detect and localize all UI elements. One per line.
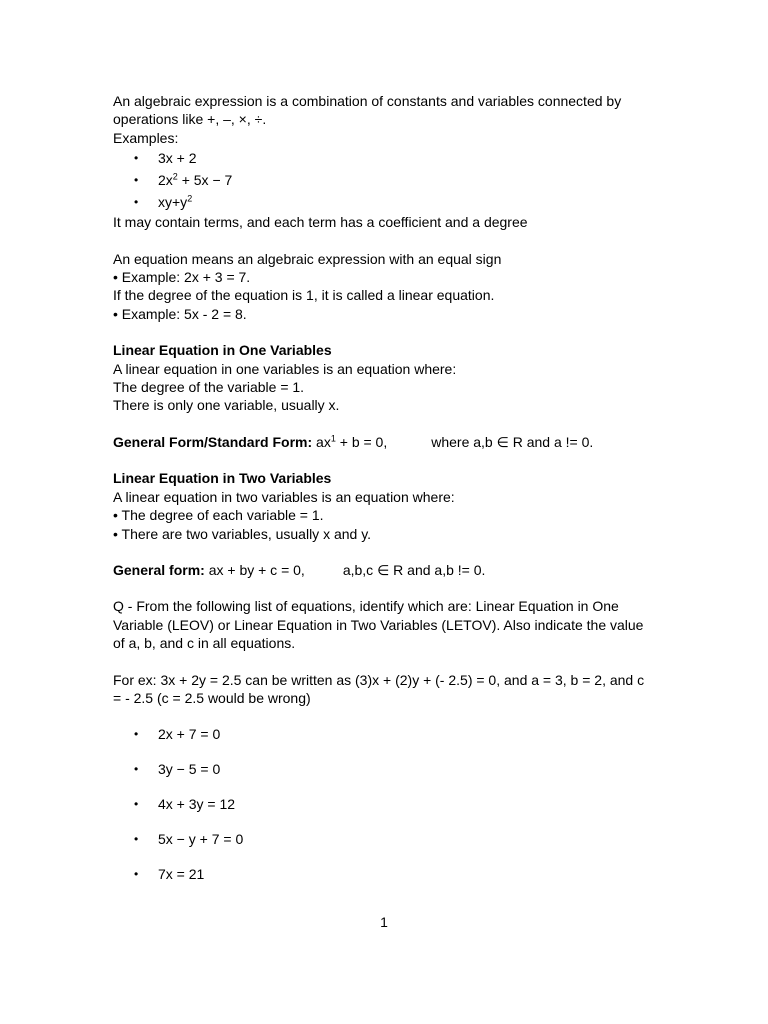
question-line-2: Variable (LEOV) or Linear Equation in Two Variables (LETOV). Also indicate the value bbox=[113, 616, 644, 633]
one-variable-general-form bbox=[113, 433, 653, 451]
two-variables-line-1: A linear equation in two variables is an equation where: bbox=[113, 488, 455, 505]
list-item bbox=[113, 169, 653, 191]
bullet-icon: • bbox=[134, 195, 139, 210]
list-item bbox=[113, 830, 653, 865]
exponent: 1 bbox=[330, 433, 336, 444]
question-line-1: Q - From the following list of equations, identify which are: Linear Equation in One bbox=[113, 598, 619, 615]
list-item bbox=[113, 865, 653, 900]
bullet-icon: • bbox=[134, 762, 139, 777]
question-line-3: of a, b, and c in all equations. bbox=[113, 635, 296, 652]
examples-label: Examples: bbox=[113, 129, 179, 146]
intro-line-2: operations like +, –, ×, ÷. bbox=[113, 111, 267, 128]
document-page bbox=[113, 92, 653, 900]
list-item bbox=[113, 725, 653, 760]
example-expression-base: xy+y bbox=[158, 194, 188, 211]
general-form-condition: a,b,c ∈ R and a,b != 0. bbox=[342, 561, 486, 578]
general-form-label: General form: bbox=[113, 561, 205, 578]
list-item bbox=[113, 147, 653, 169]
equation-item: 5x − y + 7 = 0 bbox=[158, 831, 244, 848]
one-variable-line-1: A linear equation in one variables is an equation where: bbox=[113, 360, 457, 377]
equation-line-3: If the degree of the equation is 1, it is called a linear equation. bbox=[113, 287, 495, 304]
equation-item: 3y − 5 = 0 bbox=[158, 761, 221, 778]
equation-line-2: • Example: 2x + 3 = 7. bbox=[113, 269, 251, 286]
page-number: 1 bbox=[380, 914, 388, 930]
terms-line: It may contain terms, and each term has a coefficient and a degree bbox=[113, 214, 528, 231]
exponent: 2 bbox=[187, 193, 193, 204]
bullet-icon: • bbox=[134, 867, 139, 882]
example-expression-rest: + 5x − 7 bbox=[177, 172, 233, 189]
example-line-2: = - 2.5 (c = 2.5 would be wrong) bbox=[113, 689, 311, 706]
general-form-equation: ax + by + c = 0, bbox=[204, 561, 305, 578]
bullet-icon: • bbox=[134, 173, 139, 188]
one-variable-heading: Linear Equation in One Variables bbox=[113, 342, 332, 359]
one-variable-line-3: There is only one variable, usually x. bbox=[113, 397, 340, 414]
exponent: 2 bbox=[172, 171, 178, 182]
general-form-base: ax bbox=[312, 433, 331, 450]
bullet-icon: • bbox=[134, 151, 139, 166]
list-item bbox=[113, 795, 653, 830]
two-variables-general-form bbox=[113, 561, 653, 579]
intro-line-1: An algebraic expression is a combination of constants and variables connected by bbox=[113, 93, 622, 109]
list-item bbox=[113, 760, 653, 795]
bullet-icon: • bbox=[134, 797, 139, 812]
example-line-1: For ex: 3x + 2y = 2.5 can be written as (3)x + (2)y + (- 2.5) = 0, and a = 3, b = 2, and c bbox=[113, 671, 645, 688]
two-variables-line-2: • The degree of each variable = 1. bbox=[113, 507, 324, 524]
general-form-rest: + b = 0, bbox=[335, 433, 388, 450]
equation-line-1: An equation means an algebraic expression with an equal sign bbox=[113, 250, 502, 267]
example-expression: 3x + 2 bbox=[158, 150, 197, 167]
bullet-icon: • bbox=[134, 832, 139, 847]
equation-line-4: • Example: 5x - 2 = 8. bbox=[113, 305, 247, 322]
bullet-icon: • bbox=[134, 727, 139, 742]
example-expression-base: 2x bbox=[158, 172, 173, 189]
equation-item: 4x + 3y = 12 bbox=[158, 796, 236, 813]
two-variables-heading: Linear Equation in Two Variables bbox=[113, 470, 332, 487]
list-item bbox=[113, 191, 653, 213]
equation-item: 7x = 21 bbox=[158, 866, 205, 883]
general-form-label: General Form/Standard Form: bbox=[113, 433, 313, 450]
one-variable-line-2: The degree of the variable = 1. bbox=[113, 379, 305, 396]
equation-item: 2x + 7 = 0 bbox=[158, 726, 221, 743]
examples-list bbox=[113, 147, 653, 213]
two-variables-line-3: • There are two variables, usually x and y. bbox=[113, 525, 372, 542]
general-form-condition: where a,b ∈ R and a != 0. bbox=[431, 433, 594, 450]
equations-list bbox=[113, 725, 653, 900]
